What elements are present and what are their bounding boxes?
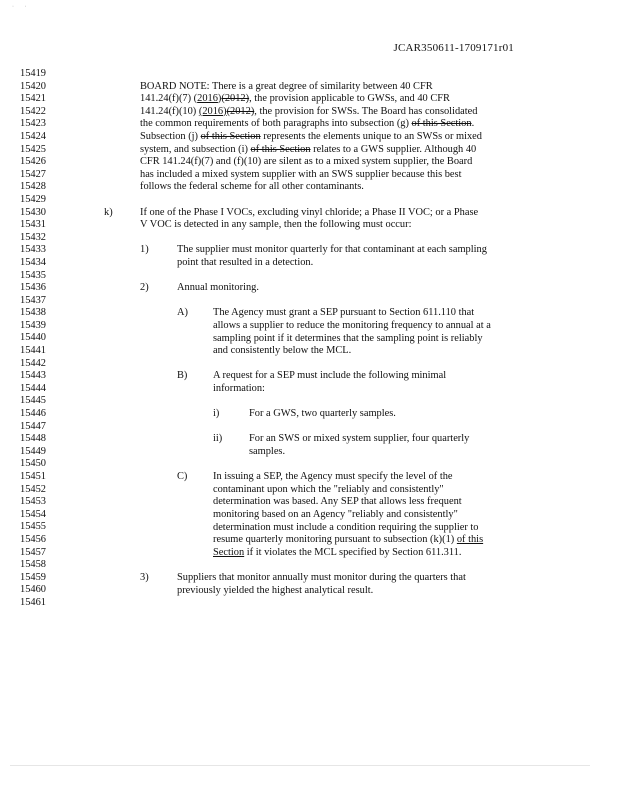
line-number: 15422 [20,105,46,117]
item-i-text: For a GWS, two quarterly samples. [249,408,396,420]
item-C-text: monitoring based on an Agency "reliably and consistently" [213,509,458,520]
line-number: 15439 [20,319,46,331]
line-number: 15432 [20,231,46,243]
line-number: 15444 [20,382,46,394]
item-A-text: The Agency must grant a SEP pursuant to Section 611.110 that [213,307,475,319]
board-note-line: Subsection (j) of this Section represents the elements unique to an SWSs or mixed [140,131,482,142]
line-numbers [20,68,60,610]
line-number: 15424 [20,130,46,142]
line-number: 15455 [20,521,46,533]
subsection-k-text: V VOC is detected in any sample, then the following must occur: [140,219,412,231]
item-C-text: In issuing a SEP, the Agency must specify the level of the [213,471,453,483]
line-number: 15450 [20,458,46,470]
line-number: 15419 [20,68,46,79]
item-C-text: determination was based. Any SEP that allows less frequent [213,496,462,508]
line-number: 15438 [20,307,46,319]
item-2-text: Annual monitoring. [177,282,259,294]
item-label: 3) [140,572,149,583]
item-C-text: determination must include a condition requiring the supplier to [213,521,479,533]
board-note-line: has included a mixed system supplier with an SWS supplier because this best [140,168,462,180]
item-3-text: previously yielded the highest analytical result. [177,584,374,596]
subsection-label: k) [104,206,113,218]
line-number: 15425 [20,143,46,155]
subsection-k-text: If one of the Phase I VOCs, excluding vinyl chloride; a Phase II VOC; or a Phase [140,206,479,218]
item-ii-text: For an SWS or mixed system supplier, four quarterly [249,433,470,445]
item-ii-text: samples. [249,446,286,457]
item-1-text: The supplier must monitor quarterly for that contaminant at each sampling [177,244,487,256]
scan-artifact: · · [12,4,27,10]
line-number: 15445 [20,395,46,407]
item-label: i) [213,408,220,420]
line-number: 15423 [20,118,46,130]
board-note-line: follows the federal scheme for all other contaminants. [140,181,364,193]
page-bottom-rule [10,765,590,766]
line-number: 15448 [20,433,46,445]
line-number: 15427 [20,168,46,180]
item-3-text: Suppliers that monitor annually must monitor during the quarters that [177,572,466,583]
line-number: 15437 [20,294,46,306]
line-number: 15434 [20,256,46,268]
line-number: 15453 [20,496,46,508]
line-number: 15429 [20,193,46,205]
item-B-text: information: [213,383,265,394]
line-number: 15443 [20,370,46,382]
line-number: 15436 [20,282,46,294]
line-number: 15452 [20,483,46,495]
line-number: 15440 [20,332,46,344]
item-label: 1) [140,244,149,256]
line-number: 15446 [20,408,46,420]
line-number: 15442 [20,357,46,369]
line-number: 15426 [20,156,46,168]
item-A-text: and consistently below the MCL. [213,345,352,357]
line-number: 15421 [20,93,46,105]
item-A-text: allows a supplier to reduce the monitoring frequency to annual at a [213,320,491,331]
board-note-line: 141.24(f)(7) (2016)(2012), the provision applicable to GWSs, and 40 CFR [140,93,450,105]
line-number: 15428 [20,181,46,193]
line-number: 15451 [20,471,46,482]
board-note-line: the common requirements of both paragraphs into subsection (g) of this Section. [140,118,475,130]
line-number: 15449 [20,445,46,457]
line-number: 15441 [20,345,46,357]
line-number: 15431 [20,219,46,231]
item-label: 2) [140,282,149,294]
board-note-line: system, and subsection (i) of this Section relates to a GWS supplier. Although 40 [140,143,477,155]
item-C-text: Section if it violates the MCL specified by Section 611.311. [213,546,462,558]
line-number: 15457 [20,546,46,558]
board-note-line: 141.24(f)(10) (2016)(2012), the provision for SWSs. The Board has consolidated [140,105,478,117]
line-number: 15459 [20,571,46,583]
item-A-text: sampling point if it determines that the sampling point is reliably [213,332,483,344]
line-number: 15454 [20,508,46,520]
line-number: 15447 [20,420,46,432]
item-B-text: A request for a SEP must include the following minimal [213,370,447,382]
line-number: 15433 [20,244,46,256]
item-1-text: point that resulted in a detection. [177,257,314,268]
item-label: C) [177,471,188,483]
item-C-text: resume quarterly monitoring pursuant to subsection (k)(1) of this [213,534,484,546]
line-number: 15461 [20,596,46,608]
line-number: 15456 [20,533,46,545]
item-label: A) [177,307,188,319]
line-number: 15420 [20,80,46,92]
line-number: 15435 [20,269,46,281]
board-note-line: CFR 141.24(f)(7) and (f)(10) are silent as to a mixed system supplier, the Board [140,156,473,168]
item-label: B) [177,370,188,382]
line-number: 15430 [20,206,46,218]
document-header: JCAR350611-1709171r01 [393,42,514,54]
line-number: 15458 [20,559,46,571]
item-label: ii) [213,433,223,445]
line-number: 15460 [20,584,46,596]
board-note-line: BOARD NOTE: There is a great degree of similarity between 40 CFR [140,80,433,92]
item-C-text: contaminant upon which the "reliably and consistently" [213,483,444,495]
